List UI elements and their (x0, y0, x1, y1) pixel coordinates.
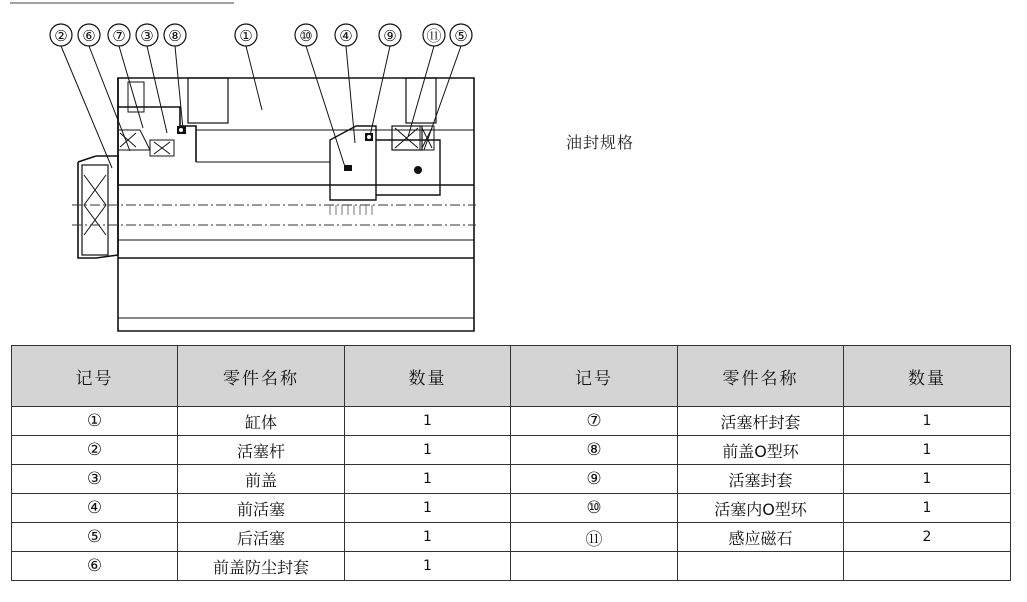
center-lines (72, 205, 476, 225)
callout-11: ⑪ (426, 27, 442, 45)
cell-part-name: 前盖O型环 (678, 436, 844, 465)
callout-9: ⑨ (383, 27, 397, 45)
cell-quantity: 1 (345, 494, 511, 523)
parts-table (11, 345, 1011, 581)
cell-mark: ③ (12, 465, 178, 494)
callout-5: ⑤ (454, 27, 468, 45)
table-row (12, 436, 1011, 465)
callout-2: ② (54, 27, 68, 45)
cell-part-name: 活塞杆封套 (678, 407, 844, 436)
cell-quantity: 1 (844, 465, 1011, 494)
callout-7: ⑦ (112, 27, 126, 45)
callout-10: ⑩ (299, 27, 313, 45)
cell-mark: ⑦ (511, 407, 678, 436)
header-mark: 记号 (12, 346, 178, 407)
cell-mark: ② (12, 436, 178, 465)
cell-mark: ⑥ (12, 552, 178, 581)
callout-8: ⑧ (168, 27, 182, 45)
cell-quantity: 1 (345, 552, 511, 581)
cell-quantity: 2 (844, 523, 1011, 552)
header-part-name: 零件名称 (678, 346, 844, 407)
table-row (12, 465, 1011, 494)
o-ring-marks (177, 126, 422, 174)
cell-part-name: 后活塞 (178, 523, 345, 552)
cell-mark: ⑪ (511, 523, 678, 552)
table-row (12, 407, 1011, 436)
cell-mark: ⑤ (12, 523, 178, 552)
cell-mark: ⑩ (511, 494, 678, 523)
table-row (12, 523, 1011, 552)
cell-quantity: 1 (345, 436, 511, 465)
cell-part-name: 活塞杆 (178, 436, 345, 465)
cell-part-name: 缸体 (178, 407, 345, 436)
table-row (12, 552, 1011, 581)
cell-mark (511, 552, 678, 581)
table-row (12, 494, 1011, 523)
cell-mark: ④ (12, 494, 178, 523)
cell-part-name: 前盖防尘封套 (178, 552, 345, 581)
header-part-name: 零件名称 (178, 346, 345, 407)
callout-1: ① (239, 27, 253, 45)
callout-4: ④ (339, 27, 353, 45)
cell-part-name: 活塞内O型环 (678, 494, 844, 523)
cell-quantity: 1 (844, 436, 1011, 465)
cell-quantity (844, 552, 1011, 581)
cell-part-name: 感应磁石 (678, 523, 844, 552)
header-quantity: 数量 (345, 346, 511, 407)
cell-mark: ⑧ (511, 436, 678, 465)
header-mark: 记号 (511, 346, 678, 407)
cell-part-name: 前盖 (178, 465, 345, 494)
callout-3: ③ (140, 27, 154, 45)
cell-part-name (678, 552, 844, 581)
cell-quantity: 1 (844, 407, 1011, 436)
cell-part-name: 前活塞 (178, 494, 345, 523)
cell-quantity: 1 (844, 494, 1011, 523)
cell-mark: ⑨ (511, 465, 678, 494)
cell-part-name: 活塞封套 (678, 465, 844, 494)
callout-6: ⑥ (82, 27, 96, 45)
cell-quantity: 1 (345, 465, 511, 494)
cell-quantity: 1 (345, 523, 511, 552)
cell-quantity: 1 (345, 407, 511, 436)
cell-mark: ① (12, 407, 178, 436)
seal-spec-label: 油封规格 (566, 133, 635, 152)
table-header-row (12, 346, 1011, 407)
header-quantity: 数量 (844, 346, 1011, 407)
